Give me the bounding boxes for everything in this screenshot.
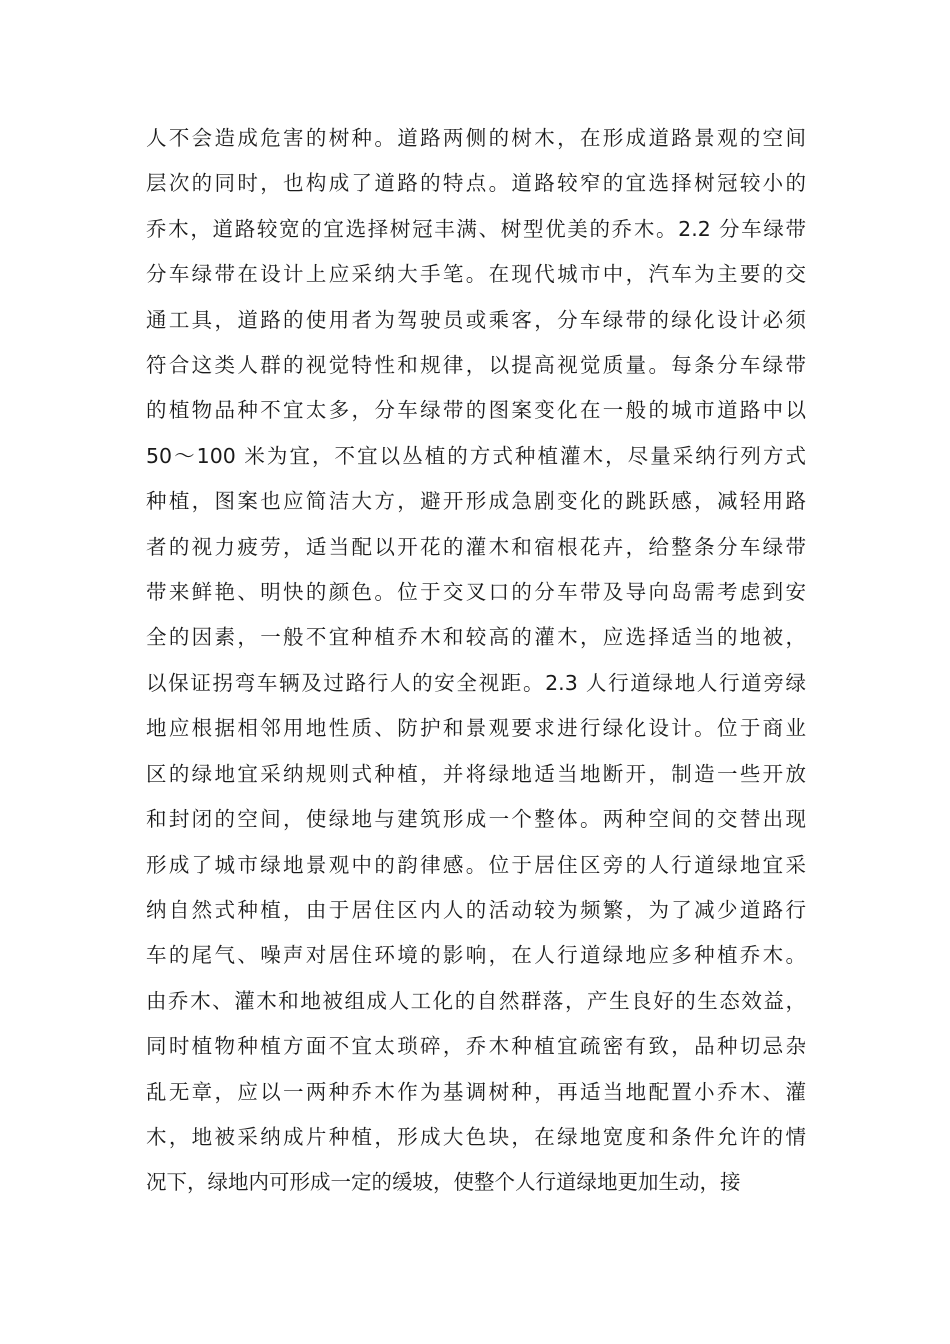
text-line-8: 50～100 米为宜，不宜以丛植的方式种植灌木，尽量采纳行列方式 — [146, 443, 806, 468]
text-line-21: 同时植物种植方面不宜太琐碎，乔木种植宜疏密有致，品种切忌杂 — [146, 1034, 806, 1059]
text-line-19: 车的尾气、噪声对居住环境的影响，在人行道绿地应多种植乔木。 — [146, 943, 806, 968]
text-line-4: 分车绿带在设计上应采纳大手笔。在现代城市中，汽车为主要的交 — [146, 262, 806, 287]
text-line-9: 种植，图案也应简洁大方，避开形成急剧变化的跳跃感，减轻用路 — [146, 489, 806, 514]
text-line-2: 层次的同时，也构成了道路的特点。道路较窄的宜选择树冠较小的 — [146, 171, 806, 196]
body-paragraph — [146, 116, 806, 1206]
text-line-10: 者的视力疲劳，适当配以开花的灌木和宿根花卉，给整条分车绿带 — [146, 534, 806, 559]
text-line-20: 由乔木、灌木和地被组成人工化的自然群落，产生良好的生态效益， — [146, 988, 806, 1013]
text-line-13: 以保证拐弯车辆及过路行人的安全视距。2.3 人行道绿地人行道旁绿 — [146, 670, 806, 695]
text-line-23: 木，地被采纳成片种植，形成大色块，在绿地宽度和条件允许的情 — [146, 1124, 806, 1149]
text-line-5: 通工具，道路的使用者为驾驶员或乘客，分车绿带的绿化设计必须 — [146, 307, 806, 332]
text-line-15: 区的绿地宜采纳规则式种植，并将绿地适当地断开，制造一些开放 — [146, 761, 806, 786]
text-line-22: 乱无章，应以一两种乔木作为基调树种，再适当地配置小乔木、灌 — [146, 1079, 806, 1104]
text-line-7: 的植物品种不宜太多，分车绿带的图案变化在一般的城市道路中以 — [146, 398, 806, 423]
text-line-14: 地应根据相邻用地性质、防护和景观要求进行绿化设计。位于商业 — [146, 716, 806, 741]
text-line-1: 人不会造成危害的树种。道路两侧的树木，在形成道路景观的空间 — [146, 126, 806, 150]
text-line-12: 全的因素，一般不宜种植乔木和较高的灌木，应选择适当的地被， — [146, 625, 806, 650]
text-line-18: 纳自然式种植，由于居住区内人的活动较为频繁，为了减少道路行 — [146, 897, 806, 922]
text-line-16: 和封闭的空间，使绿地与建筑形成一个整体。两种空间的交替出现 — [146, 807, 806, 832]
text-line-24: 况下，绿地内可形成一定的缓坡，使整个人行道绿地更加生动，接 — [146, 1170, 741, 1195]
text-line-6: 符合这类人群的视觉特性和规律，以提高视觉质量。每条分车绿带 — [146, 353, 806, 378]
text-line-3: 乔木，道路较宽的宜选择树冠丰满、树型优美的乔木。2.2 分车绿带 — [146, 216, 806, 241]
text-line-11: 带来鲜艳、明快的颜色。位于交叉口的分车带及导向岛需考虑到安 — [146, 580, 806, 605]
text-line-17: 形成了城市绿地景观中的韵律感。位于居住区旁的人行道绿地宜采 — [146, 852, 806, 877]
